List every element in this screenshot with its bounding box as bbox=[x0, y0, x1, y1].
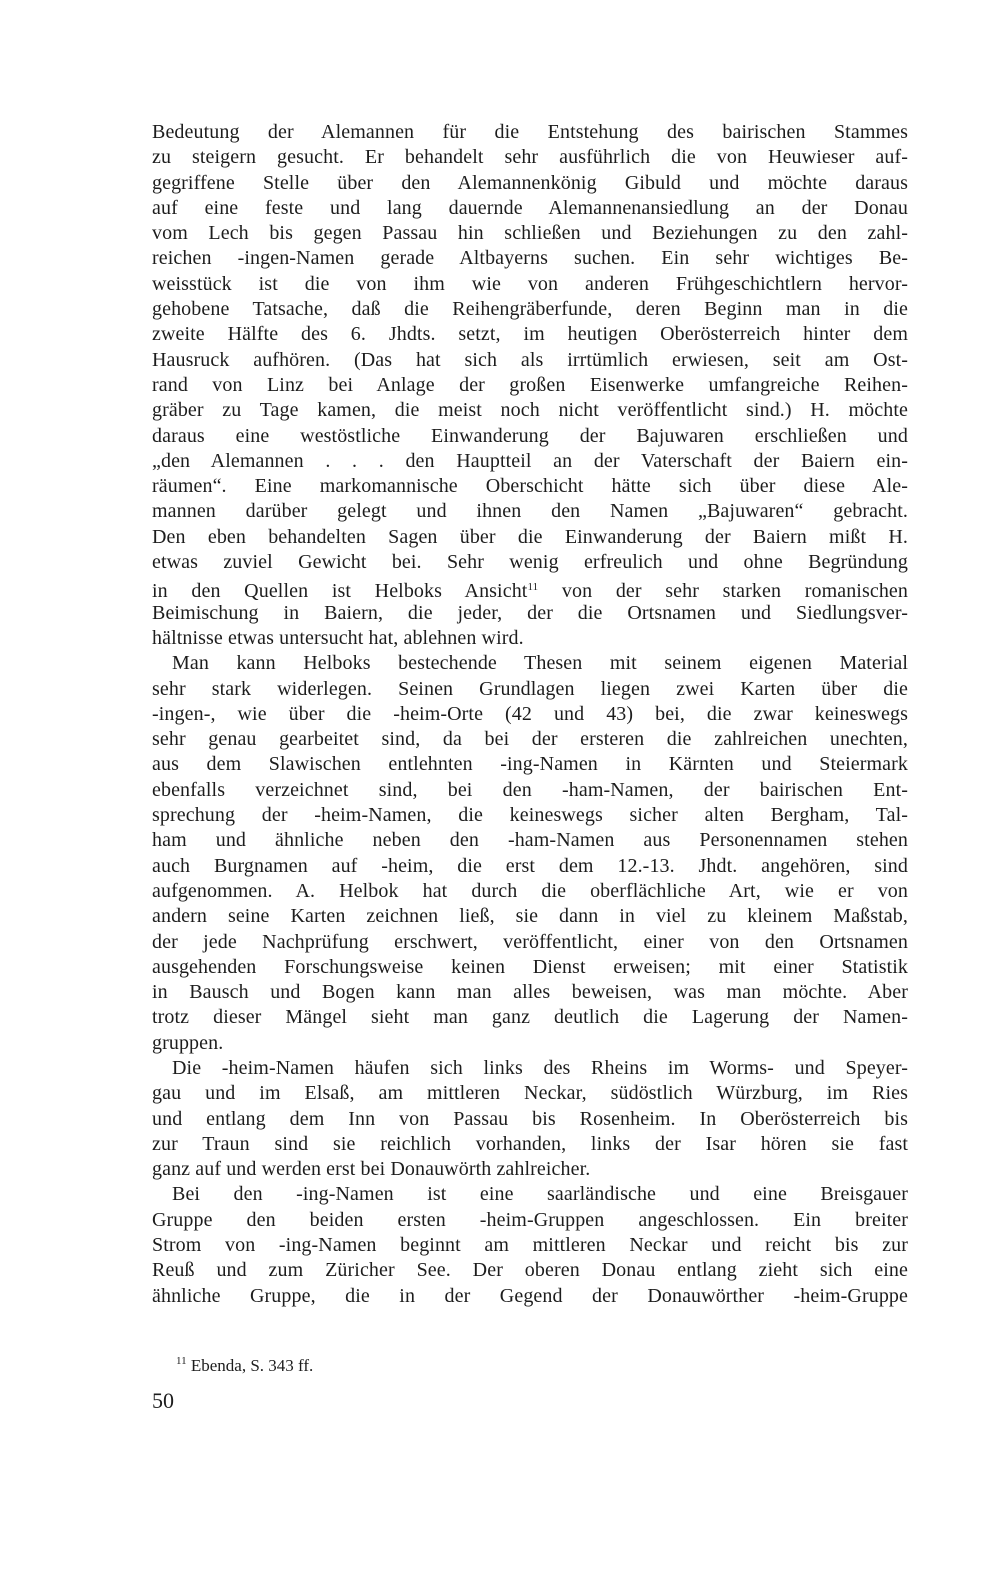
text-line: auf eine feste und lang dauernde Alemannenansiedlung an der Donau bbox=[152, 196, 908, 219]
text-line-head: in den Quellen ist Helboks Ansicht bbox=[152, 580, 528, 603]
text-line: und entlang dem Inn von Passau bis Rosenheim. In Oberösterreich bis bbox=[152, 1107, 908, 1130]
text-line: ausgehenden Forschungsweise keinen Dienst erweisen; mit einer Statistik bbox=[152, 955, 908, 978]
text-line: Den eben behandelten Sagen über die Einwanderung der Baiern mißt H. bbox=[152, 525, 908, 548]
text-line: ganz auf und werden erst bei Donauwörth zahlreicher. bbox=[152, 1158, 591, 1181]
text-line: räumen“. Eine markomannische Oberschicht hätte sich über diese Ale- bbox=[152, 475, 908, 498]
text-line: weisstück ist die von ihm wie von anderen Frühgeschichtlern hervor- bbox=[152, 272, 908, 295]
text-line: mannen darüber gelegt und ihnen den Namen „Bajuwaren“ gebracht. bbox=[152, 500, 908, 523]
text-line: vom Lech bis gegen Passau hin schließen und Beziehungen zu den zahl- bbox=[152, 222, 908, 245]
text-line: hältnisse etwas untersucht hat, ablehnen wird. bbox=[152, 626, 524, 649]
text-line: etwas zuviel Gewicht bei. Sehr wenig erfreulich und ohne Begründung bbox=[152, 551, 908, 574]
text-line: ebenfalls verzeichnet sind, bei den -ham-Namen, der bairischen Ent- bbox=[152, 778, 908, 801]
body-text bbox=[152, 120, 908, 1309]
text-line: Reuß und zum Züricher See. Der oberen Donau entlang zieht sich eine bbox=[152, 1259, 908, 1282]
text-line: Hausruck aufhören. (Das hat sich als irrtümlich erwiesen, seit am Ost- bbox=[152, 348, 908, 371]
text-line: gegriffene Stelle über den Alemannenkönig Gibuld und möchte daraus bbox=[152, 171, 908, 194]
text-line: Die -heim-Namen häufen sich links des Rheins im Worms- und Speyer- bbox=[172, 1056, 908, 1079]
text-line: reichen -ingen-Namen gerade Altbayerns suchen. Ein sehr wichtiges Be- bbox=[152, 247, 908, 270]
text-line: sehr stark widerlegen. Seinen Grundlagen liegen zwei Karten über die bbox=[152, 677, 908, 700]
footnote-text: Ebenda, S. 343 ff. bbox=[190, 1356, 314, 1375]
text-line: daraus eine westöstliche Einwanderung der Bajuwaren erschließen und bbox=[152, 424, 908, 447]
text-line: trotz dieser Mängel sieht man ganz deutlich die Lagerung der Namen- bbox=[152, 1006, 908, 1029]
text-line: sehr genau gearbeitet sind, da bei der ersteren die zahlreichen unechten, bbox=[152, 728, 908, 751]
text-line: aufgenommen. A. Helbok hat durch die oberflächliche Art, wie er von bbox=[152, 879, 908, 902]
text-line: Man kann Helboks bestechende Thesen mit seinem eigenen Material bbox=[172, 652, 908, 675]
text-line: zur Traun sind sie reichlich vorhanden, links der Isar hören sie fast bbox=[152, 1132, 908, 1155]
text-line: gehobene Tatsache, daß die Reihengräberfunde, deren Beginn man in die bbox=[152, 298, 908, 321]
text-line: gräber zu Tage kamen, die meist noch nicht veröffentlicht sind.) H. möchte bbox=[152, 399, 908, 422]
text-line-tail: von der sehr starken romanischen bbox=[561, 580, 908, 603]
text-line: auch Burgnamen auf -heim, die erst dem 12.-13. Jhdt. angehören, sind bbox=[152, 854, 908, 877]
footnote-number: 11 bbox=[176, 1355, 187, 1367]
footnote bbox=[176, 1350, 313, 1377]
text-line: zweite Hälfte des 6. Jhdts. setzt, im heutigen Oberösterreich hinter dem bbox=[152, 323, 908, 346]
text-line-with-footnote-ref bbox=[152, 575, 908, 603]
text-line: Bedeutung der Alemannen für die Entstehung des bairischen Stammes bbox=[152, 121, 908, 143]
text-line: sprechung der -heim-Namen, die keineswegs sicher alten Bergham, Tal- bbox=[152, 804, 908, 827]
text-line: gruppen. bbox=[152, 1031, 224, 1054]
text-line: gau und im Elsaß, am mittleren Neckar, südöstlich Würzburg, im Ries bbox=[152, 1082, 908, 1105]
text-line: -ingen-, wie über die -heim-Orte (42 und 43) bei, die zwar keineswegs bbox=[152, 702, 908, 725]
text-line: der jede Nachprüfung erschwert, veröffentlicht, einer von den Ortsnamen bbox=[152, 930, 908, 953]
text-line: andern seine Karten zeichnen ließ, sie dann in viel zu kleinem Maßstab, bbox=[152, 905, 908, 928]
text-line: Gruppe den beiden ersten -heim-Gruppen angeschlossen. Ein breiter bbox=[152, 1208, 908, 1231]
page-number: 50 bbox=[152, 1388, 174, 1413]
text-line: aus dem Slawischen entlehnten -ing-Namen in Kärnten und Steiermark bbox=[152, 753, 908, 776]
text-line: „den Alemannen . . . den Hauptteil an der Vaterschaft der Baiern ein- bbox=[152, 449, 908, 472]
text-line: zu steigern gesucht. Er behandelt sehr ausführlich die von Heuwieser auf- bbox=[152, 146, 908, 169]
text-line: Beimischung in Baiern, die jeder, der die Ortsnamen und Siedlungsver- bbox=[152, 601, 908, 624]
text-line: Strom von -ing-Namen beginnt am mittleren Neckar und reicht bis zur bbox=[152, 1234, 908, 1257]
footnote-reference: 11 bbox=[527, 581, 539, 594]
text-line: ham und ähnliche neben den -ham-Namen aus Personennamen stehen bbox=[152, 829, 908, 852]
text-line: in Bausch und Bogen kann man alles beweisen, was man möchte. Aber bbox=[152, 981, 908, 1004]
text-line: Bei den -ing-Namen ist eine saarländische und eine Breisgauer bbox=[172, 1183, 908, 1206]
text-line: ähnliche Gruppe, die in der Gegend der Donauwörther -heim-Gruppe bbox=[152, 1284, 908, 1307]
text-line: rand von Linz bei Anlage der großen Eisenwerke umfangreiche Reihen- bbox=[152, 373, 908, 396]
